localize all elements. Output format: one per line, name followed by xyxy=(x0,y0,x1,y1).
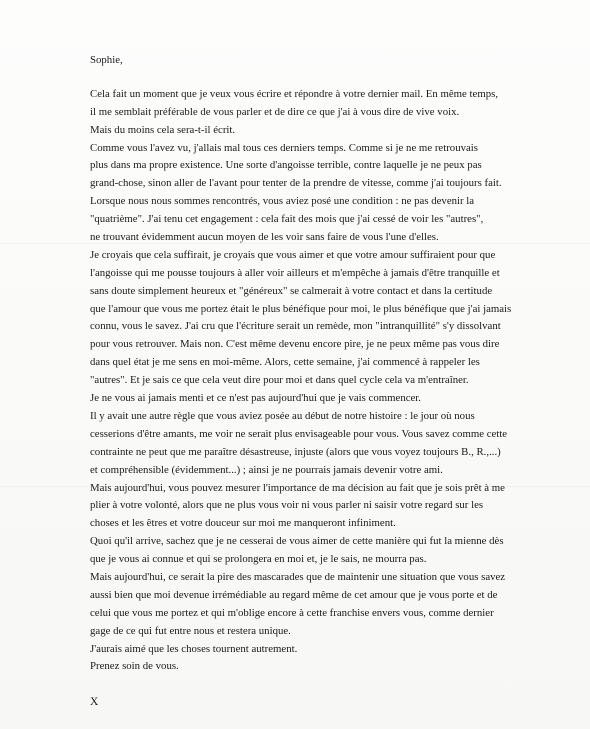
letter-line: Il y avait une autre règle que vous aviez posée au début de notre histoire : le jour où nous xyxy=(90,409,475,422)
letter-line: dans quel état je me sens en moi-même. Alors, cette semaine, j'ai commencé à rappeler les xyxy=(90,356,480,369)
letter-line: Je croyais que cela suffirait, je croyais que vous aimer et que votre amour suffiraient pour que xyxy=(90,248,496,261)
letter-line: sans doute simplement heureux et "généreux" se calmerait à votre contact et dans la certitude xyxy=(90,284,493,297)
letter-line: J'aurais aimé que les choses tournent autrement. xyxy=(90,642,298,655)
letter-line: cesserions d'être amants, me voir ne serait plus envisageable pour vous. Vous savez comme cette xyxy=(90,427,508,440)
letter-line: pour vous retrouver. Mais non. C'est même devenu encore pire, je ne peux même pas vous dire xyxy=(90,338,500,351)
letter-line: aussi bien que moi devenue irrémédiable au regard même de cet amour que je vous porte et de xyxy=(90,588,498,601)
letter-line: "autres". Et je sais ce que cela veut dire pour moi et dans quel cycle cela va m'entraîner. xyxy=(90,374,469,387)
letter-line: Mais du moins cela sera-t-il écrit. xyxy=(90,123,236,136)
letter-signature: X xyxy=(90,696,99,709)
letter-lines xyxy=(90,86,512,676)
letter-body xyxy=(90,52,512,712)
letter-line: gage de ce qui fut entre nous et restera unique. xyxy=(90,624,291,637)
letter-line: il me semblait préférable de vous parler et de dire ce que j'ai à vous dire de vive voix. xyxy=(90,105,460,118)
letter-line: choses et les êtres et votre douceur sur moi me manqueront infiniment. xyxy=(90,517,396,530)
letter-line: que l'amour que vous me portez était le plus bénéfique pour moi, le plus bénéfique que j'ai jamais xyxy=(90,302,512,315)
letter-line: que je vous ai connue et qui se prolongera en moi et, je le sais, ne mourra pas. xyxy=(90,553,427,566)
letter-line: Prenez soin de vous. xyxy=(90,660,179,673)
letter-line: contrainte ne peut que me paraître désastreuse, injuste (alors que vous voyez toujours B., R.,...) xyxy=(90,445,501,458)
letter-line: Comme vous l'avez vu, j'allais mal tous ces derniers temps. Comme si je ne me retrouvais xyxy=(90,141,478,154)
letter-line: plus dans ma propre existence. Une sorte d'angoisse terrible, contre laquelle je ne peux pas xyxy=(90,159,482,172)
letter-salutation: Sophie, xyxy=(90,54,123,66)
letter-line: ne trouvant évidemment aucun moyen de les voir sans faire de vous l'une d'elles. xyxy=(90,231,439,244)
letter-line: grand-chose, sinon aller de l'avant pour tenter de la prendre de vitesse, comme j'ai toujours fait. xyxy=(90,177,502,190)
letter-line: connu, vous le savez. J'ai cru que l'écriture serait un remède, mon "intranquillité" s'y dissolvant xyxy=(90,320,501,333)
letter-line: Je ne vous ai jamais menti et ce n'est pas aujourd'hui que je vais commencer. xyxy=(90,392,421,405)
letter-line: l'angoisse qui me pousse toujours à aller voir ailleurs et m'empêche à jamais d'être tranquille et xyxy=(90,266,500,279)
letter-line: "quatrième". J'ai tenu cet engagement : cela fait des mois que j'ai cessé de voir les "autres", xyxy=(90,213,484,226)
letter-line: celui que vous me portez et qui m'oblige encore à cette franchise envers vous, comme dernier xyxy=(90,606,494,619)
letter-line: Mais aujourd'hui, vous pouvez mesurer l'importance de ma décision au fait que je sois prêt à me xyxy=(90,481,505,494)
letter-line: et compréhensible (évidemment...) ; ainsi je ne pourrais jamais devenir votre ami. xyxy=(90,463,443,476)
letter-line: Lorsque nous nous sommes rencontrés, vous aviez posé une condition : ne pas devenir la xyxy=(90,195,475,208)
letter-line: Cela fait un moment que je veux vous écrire et répondre à votre dernier mail. En même temps, xyxy=(90,87,499,100)
letter-line: plier à votre volonté, alors que ne plus vous voir ni vous parler ni saisir votre regard sur les xyxy=(90,499,484,512)
letter-line: Quoi qu'il arrive, sachez que je ne cesserai de vous aimer de cette manière qui fut la mienne dès xyxy=(90,535,504,548)
letter-line: Mais aujourd'hui, ce serait la pire des mascarades que de maintenir une situation que vous savez xyxy=(90,570,506,583)
